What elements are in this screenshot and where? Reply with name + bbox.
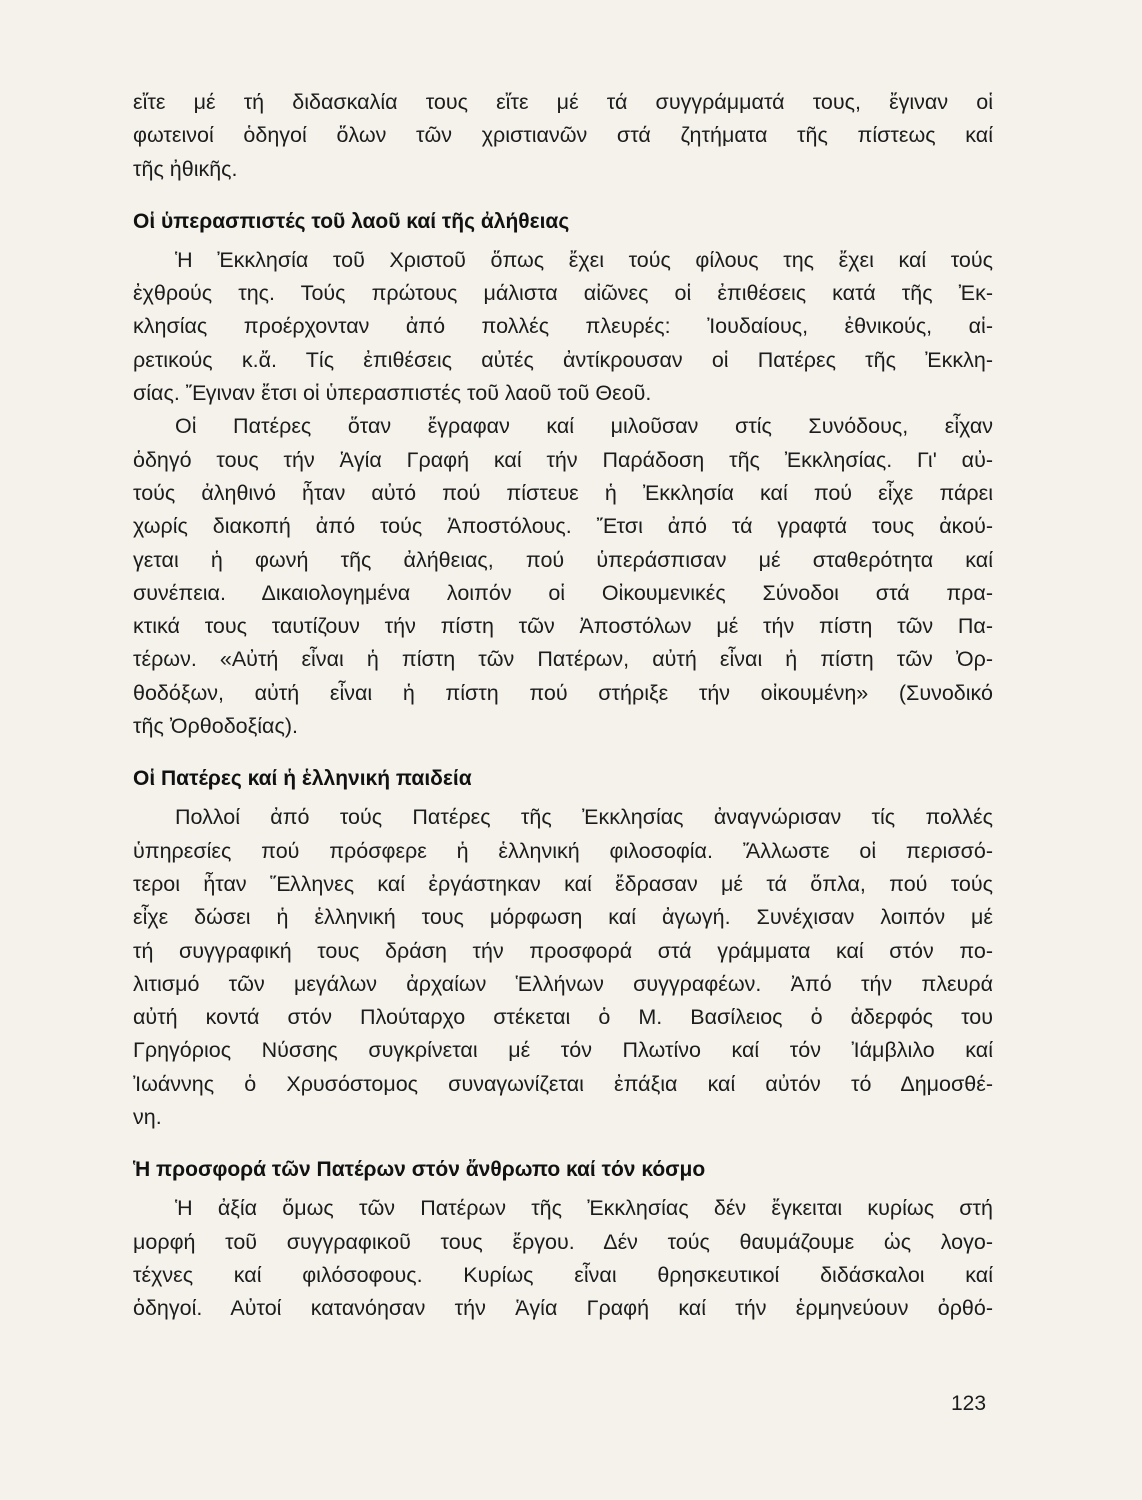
text-line: ὑπηρεσίες πού πρόσφερε ἡ ἑλληνική φιλοσοφία. Ἄλλωστε οἱ περισσό-	[133, 838, 993, 863]
text-line: εἴτε μέ τή διδασκαλία τους εἴτε μέ τά συγγράμματά τους, ἔγιναν οἱ	[133, 90, 993, 114]
text-line: τούς ἀληθινό ἦταν αὐτό πού πίστευε ἡ Ἐκκλησία καί πού εἶχε πάρει	[133, 480, 993, 505]
text-line: φωτεινοί ὁδηγοί ὅλων τῶν χριστιανῶν στά ζητήματα τῆς πίστεως καί	[133, 123, 993, 148]
text-line: συνέπεια. Δικαιολογημένα λοιπόν οἱ Οἰκουμενικές Σύνοδοι στά πρα-	[133, 580, 993, 605]
text-line: ὁδηγοί. Αὐτοί κατανόησαν τήν Ἁγία Γραφή καί τήν ἑρμηνεύουν ὀρθό-	[133, 1296, 993, 1321]
text-line: εἶχε δώσει ἡ ἑλληνική τους μόρφωση καί ἀγωγή. Συνέχισαν λοιπόν μέ	[133, 905, 993, 930]
text-line: ὁδηγό τους τήν Ἁγία Γραφή καί τήν Παράδοση τῆς Ἐκκλησίας. Γι' αὐ-	[133, 447, 993, 472]
text-line: ρετικούς κ.ἄ. Τίς ἐπιθέσεις αὐτές ἀντίκρουσαν οἱ Πατέρες τῆς Ἐκκλη-	[133, 347, 993, 372]
paragraph-contribution	[133, 1192, 993, 1325]
text-line: τή συγγραφική τους δράση τήν προσφορά στά γράμματα καί στόν πο-	[133, 938, 993, 963]
text-line: θοδόξων, αὐτή εἶναι ἡ πίστη πού στήριξε τήν οἰκουμένη» (Συνοδικό	[133, 680, 993, 705]
page-body	[133, 86, 993, 1326]
text-line: τεροι ἦταν Ἕλληνες καί ἐργάστηκαν καί ἔδρασαν μέ τά ὅπλα, πού τούς	[133, 871, 993, 896]
text-line: Ἡ ἀξία ὅμως τῶν Πατέρων τῆς Ἐκκλησίας δέν ἔγκειται κυρίως στή	[175, 1196, 993, 1221]
text-line: Οἱ Πατέρες ὅταν ἔγραφαν καί μιλοῦσαν στίς Συνόδους, εἶχαν	[175, 414, 993, 439]
text-line: μορφή τοῦ συγγραφικοῦ τους ἔργου. Δέν τούς θαυμάζουμε ὡς λογο-	[133, 1229, 993, 1254]
text-line: Ἰωάννης ὁ Χρυσόστομος συναγωνίζεται ἐπάξια καί αὐτόν τό Δημοσθέ-	[133, 1071, 993, 1096]
text-line: κτικά τους ταυτίζουν τήν πίστη τῶν Ἀποστόλων μέ τήν πίστη τῶν Πα-	[133, 614, 993, 639]
text-line: λιτισμό τῶν μεγάλων ἀρχαίων Ἑλλήνων συγγραφέων. Ἀπό τήν πλευρά	[133, 971, 993, 996]
text-line: τῆς Ὀρθοδοξίας).	[133, 714, 298, 739]
page-number: 123	[951, 1392, 987, 1415]
paragraph-opening	[133, 86, 993, 186]
text-line: τέχνες καί φιλόσοφους. Κυρίως εἶναι θρησκευτικοί διδάσκαλοι καί	[133, 1262, 993, 1287]
text-line: Ἡ Ἐκκλησία τοῦ Χριστοῦ ὅπως ἔχει τούς φίλους της ἔχει καί τούς	[175, 247, 993, 272]
text-line: ἐχθρούς της. Τούς πρώτους μάλιστα αἰῶνες οἱ ἐπιθέσεις κατά τῆς Ἐκ-	[133, 281, 993, 306]
paragraph-greek-education	[133, 801, 993, 1134]
text-line: αὐτή κοντά στόν Πλούταρχο στέκεται ὁ Μ. Βασίλειος ὁ ἀδερφός του	[133, 1005, 993, 1030]
text-line: Πολλοί ἀπό τούς Πατέρες τῆς Ἐκκλησίας ἀναγνώρισαν τίς πολλές	[175, 805, 993, 830]
paragraph-defenders-1	[133, 244, 993, 410]
text-line: τέρων. «Αὐτή εἶναι ἡ πίστη τῶν Πατέρων, αὐτή εἶναι ἡ πίστη τῶν Ὀρ-	[133, 647, 993, 672]
text-line: κλησίας προέρχονταν ἀπό πολλές πλευρές: Ἰουδαίους, ἐθνικούς, αἱ-	[133, 314, 993, 339]
text-line: τῆς ἠθικῆς.	[133, 156, 238, 181]
text-line: σίας. Ἔγιναν ἔτσι οἱ ὑπερασπιστές τοῦ λαοῦ τοῦ Θεοῦ.	[133, 381, 652, 406]
text-line: Γρηγόριος Νύσσης συγκρίνεται μέ τόν Πλωτίνο καί τόν Ἰάμβλιλο καί	[133, 1038, 993, 1063]
paragraph-defenders-2	[133, 410, 993, 743]
text-line: νη.	[133, 1105, 162, 1130]
text-line: γεται ἡ φωνή τῆς ἀλήθειας, πού ὑπεράσπισαν μέ σταθερότητα καί	[133, 547, 993, 572]
section-heading-defenders: Οἱ ὑπερασπιστές τοῦ λαοῦ καί τῆς ἀλήθειας	[133, 209, 570, 233]
section-heading-contribution: Ἡ προσφορά τῶν Πατέρων στόν ἄνθρωπο καί τόν κόσμο	[133, 1158, 706, 1182]
section-heading-greek-education: Οἱ Πατέρες καί ἡ ἑλληνική παιδεία	[133, 767, 472, 791]
text-line: χωρίς διακοπή ἀπό τούς Ἀποστόλους. Ἔτσι ἀπό τά γραφτά τους ἀκού-	[133, 514, 993, 539]
